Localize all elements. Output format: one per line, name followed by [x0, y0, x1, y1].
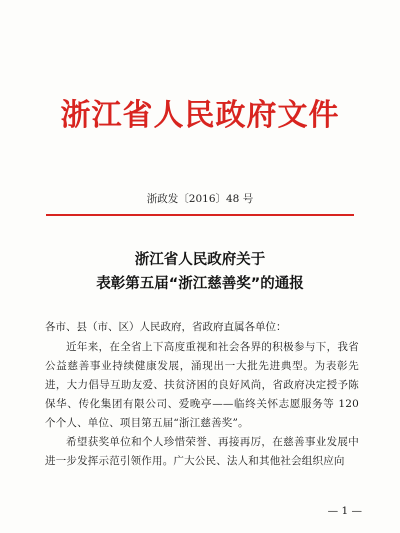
header-divider: [46, 214, 354, 216]
document-title: [0, 248, 400, 296]
document-number: 浙政发〔2016〕48 号: [146, 193, 254, 205]
document-body: [45, 318, 359, 471]
body-paragraph: 近年来，在全省上下高度重视和社会各界的积极参与下，我省公益慈善事业持续健康发展，涌现出一大批先进典型。为表彰先进，大力倡导互助友爱、扶贫济困的良好风尚，省政府决定授予陈保华、传化集团有限公司、爱晚亭——临终关怀志愿服务等 120 个个人、单位、项目第五届“浙江慈善奖”。: [45, 341, 359, 429]
page-number: — 1 —: [327, 505, 362, 517]
document-title-line-1: 浙江省人民政府关于: [134, 252, 266, 268]
body-paragraph: 希望获奖单位和个人珍惜荣誉、再接再厉，在慈善事业发展中进一步发挥示范引领作用。广大公民、法人和其他社会组织应向: [45, 436, 359, 467]
salutation: 各市、县（市、区）人民政府，省政府直属各单位：: [45, 321, 287, 333]
document-title-line-2: 表彰第五届“浙江慈善奖”的通报: [96, 276, 304, 292]
issuing-authority-header: 浙江省人民政府文件: [60, 98, 340, 133]
